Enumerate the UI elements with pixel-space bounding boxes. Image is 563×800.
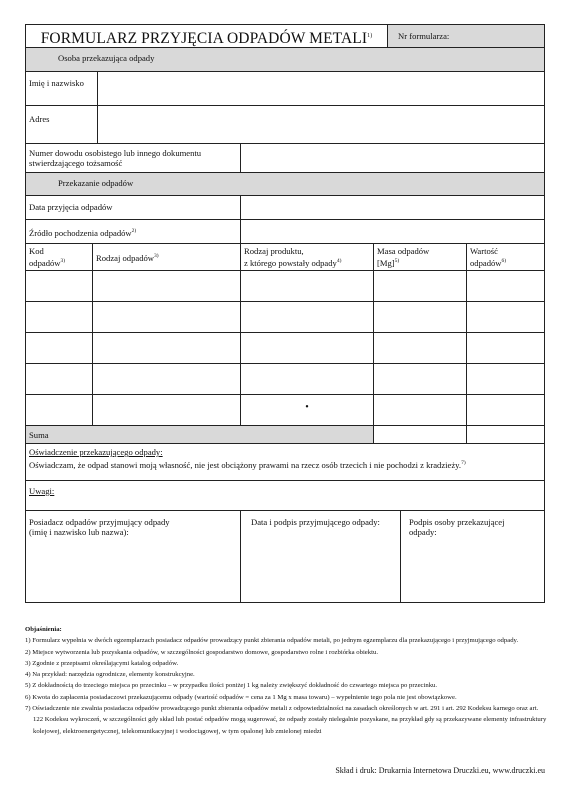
- title-row: [26, 25, 544, 48]
- declaration-heading: Oświadczenie przekazującego odpady:: [29, 447, 163, 457]
- product-cell[interactable]: [241, 333, 374, 363]
- type-cell[interactable]: [93, 395, 241, 425]
- code-cell[interactable]: [26, 333, 93, 363]
- form-number-field[interactable]: [388, 25, 544, 47]
- code-cell[interactable]: [26, 302, 93, 332]
- declaration-block: [26, 444, 544, 480]
- address-label: Adres: [26, 106, 98, 143]
- note-item: 5) Z dokładnością do trzeciego miejsca po przecinku – w przypadku ilości poniżej 1 kg należy zwiększyć dokładność do czwartego miejsca po przecinku.: [25, 682, 438, 690]
- section-transfer-heading: Przekazanie odpadów: [58, 178, 134, 188]
- col-code-header: [26, 244, 93, 270]
- title-footnote: 1): [367, 33, 373, 39]
- value-cell[interactable]: [467, 302, 544, 332]
- address-row: [26, 106, 544, 144]
- note-item: 2) Miejsce wytworzenia lub pozyskania odpadów, w szczególności gospodarstwo domowe, gospodarstwo rolne i rozbiórka obiektu.: [25, 648, 378, 656]
- remarks-row: [26, 481, 544, 511]
- product-cell[interactable]: [241, 364, 374, 394]
- receiver-label: Data i podpis przyjmującego odpady:: [251, 517, 380, 527]
- form-title: [26, 25, 388, 47]
- table-row: [26, 302, 544, 333]
- col-type-footnote: 3): [154, 253, 159, 259]
- col-code-footnote: 3): [60, 258, 66, 264]
- declaration-text: Oświadczam, że odpad stanowi moją własność, nie jest obciążony prawami na rzecz osób trzecich i nie pochodzi z kradzieży.: [29, 459, 462, 470]
- remarks-label: Uwagi:: [29, 486, 55, 496]
- note-item: 1) Formularz wypełnia w dwóch egzemplarzach posiadacz odpadów prowadzący punkt zbierania odpadów metali, po jednym egzemplarzu dla przekazującego i przyjmującego odpady.: [25, 637, 519, 645]
- note-item: 6) Kwota do zapłacenia posiadaczowi przekazującemu odpady (wartość odpadów = cena za 1 Mg x masa towaru) – wypełnienie tego pola nie jest obowiązkowe.: [25, 693, 457, 701]
- remarks-field[interactable]: [26, 481, 544, 510]
- type-cell[interactable]: [93, 333, 241, 363]
- id-document-field[interactable]: [241, 144, 544, 172]
- col-mass-line2: [Mg]: [377, 257, 395, 268]
- table-row: [26, 395, 544, 426]
- col-type-header: [93, 244, 241, 270]
- table-row: [26, 364, 544, 395]
- printer-footer: Skład i druk: Drukarnia Internetowa Druczki.eu, www.druczki.eu: [335, 766, 545, 775]
- type-cell[interactable]: [93, 302, 241, 332]
- col-value-footnote: 6): [501, 258, 507, 264]
- col-value-header: [467, 244, 544, 270]
- notes-heading: Objaśnienia:: [25, 626, 62, 633]
- explanatory-notes: [25, 624, 547, 737]
- col-product-footnote: 4): [336, 258, 342, 264]
- col-mass-header: [374, 244, 467, 270]
- address-field[interactable]: [98, 106, 544, 143]
- section-transfer-header: [26, 173, 544, 196]
- source-label-text: Źródło pochodzenia odpadów: [29, 227, 132, 238]
- value-cell[interactable]: [467, 364, 544, 394]
- col-code-line2: odpadów: [29, 257, 61, 268]
- col-code-line1: Kod: [29, 246, 44, 256]
- id-document-row: [26, 144, 544, 173]
- col-value-line1: Wartość: [470, 246, 498, 256]
- source-field[interactable]: [241, 220, 544, 243]
- holder-signature-field[interactable]: [26, 511, 241, 602]
- col-mass-line1: Masa odpadów: [377, 246, 430, 256]
- note-item: 4) Na przykład: narzędzia ogrodnicze, elementy konstrukcyjne.: [25, 671, 195, 679]
- acceptance-date-label: Data przyjęcia odpadów: [26, 196, 241, 219]
- note-item: 7) Oświadczenie nie zwalnia posiadacza odpadów prowadzącego punkt zbierania odpadów metali z odpowiedzialności na zasadach określonych w art. 291 i art. 292 Kodeksu karnego oraz art. 122 Kodeksu wykroczeń, w szczególności gdy skład lub postać odpadów mogą sugerować, że odpady zostały nielegalnie pozyskane, na przykład gdy są przekazywane elementy infrastruktury kolejowej, elektroenergetycznej, telekomunikacyjnej i wodociągowej, w tym opalonej lub zmielonej miedzi: [25, 705, 547, 735]
- signatures-row: [26, 511, 544, 602]
- receiver-signature-field[interactable]: [241, 511, 401, 602]
- sum-value-cell[interactable]: [467, 426, 544, 443]
- mass-cell[interactable]: [374, 302, 467, 332]
- code-cell[interactable]: [26, 364, 93, 394]
- col-product-header: [241, 244, 374, 270]
- table-row: [26, 271, 544, 302]
- source-row: [26, 220, 544, 244]
- type-cell[interactable]: [93, 364, 241, 394]
- source-footnote: 2): [131, 228, 137, 234]
- col-mass-footnote: 5): [394, 258, 400, 264]
- name-field[interactable]: [98, 72, 544, 105]
- col-product-line1: Rodzaj produktu,: [244, 246, 304, 256]
- col-product-line2: z którego powstały odpady: [244, 257, 337, 268]
- giver-label-line1: Podpis osoby przekazującej: [409, 517, 505, 527]
- mass-cell[interactable]: [374, 395, 467, 425]
- declaration-row: [26, 444, 544, 481]
- code-cell[interactable]: [26, 271, 93, 301]
- mass-cell[interactable]: [374, 333, 467, 363]
- declaration-footnote: 7): [461, 460, 466, 466]
- form-title-text: FORMULARZ PRZYJĘCIA ODPADÓW METALI: [40, 30, 368, 48]
- name-row: [26, 72, 544, 106]
- section-person-heading: Osoba przekazująca odpady: [58, 53, 155, 63]
- id-document-label: Numer dowodu osobistego lub innego dokumentu stwierdzającego tożsamość: [26, 144, 241, 172]
- stray-mark: •: [305, 402, 309, 413]
- value-cell[interactable]: [467, 333, 544, 363]
- col-value-line2: odpadów: [470, 257, 502, 268]
- mass-cell[interactable]: [374, 271, 467, 301]
- sum-label: Suma: [26, 426, 374, 443]
- value-cell[interactable]: [467, 395, 544, 425]
- source-label: [26, 220, 241, 243]
- giver-label-line2: odpady:: [409, 527, 437, 537]
- table-header-row: [26, 244, 544, 271]
- holder-label-line2: (imię i nazwisko lub nazwa):: [29, 527, 129, 537]
- product-cell[interactable]: [241, 302, 374, 332]
- table-row: [26, 333, 544, 364]
- section-person-header: [26, 48, 544, 72]
- holder-label-line1: Posiadacz odpadów przyjmujący odpady: [29, 517, 170, 527]
- product-cell[interactable]: [241, 271, 374, 301]
- type-cell[interactable]: [93, 271, 241, 301]
- sum-mass-cell[interactable]: [374, 426, 467, 443]
- value-cell[interactable]: [467, 271, 544, 301]
- code-cell[interactable]: [26, 395, 93, 425]
- col-type-text: Rodzaj odpadów: [96, 252, 154, 263]
- date-row: [26, 196, 544, 220]
- note-item: 3) Zgodnie z przepisami określającymi katalog odpadów.: [25, 659, 179, 667]
- mass-cell[interactable]: [374, 364, 467, 394]
- name-label: Imię i nazwisko: [26, 72, 98, 105]
- giver-signature-field[interactable]: [401, 511, 544, 602]
- form-number-label: Nr formularza:: [398, 31, 450, 41]
- waste-acceptance-form: [25, 24, 545, 603]
- product-cell[interactable]: [241, 395, 374, 425]
- sum-row: [26, 426, 544, 444]
- acceptance-date-field[interactable]: [241, 196, 544, 219]
